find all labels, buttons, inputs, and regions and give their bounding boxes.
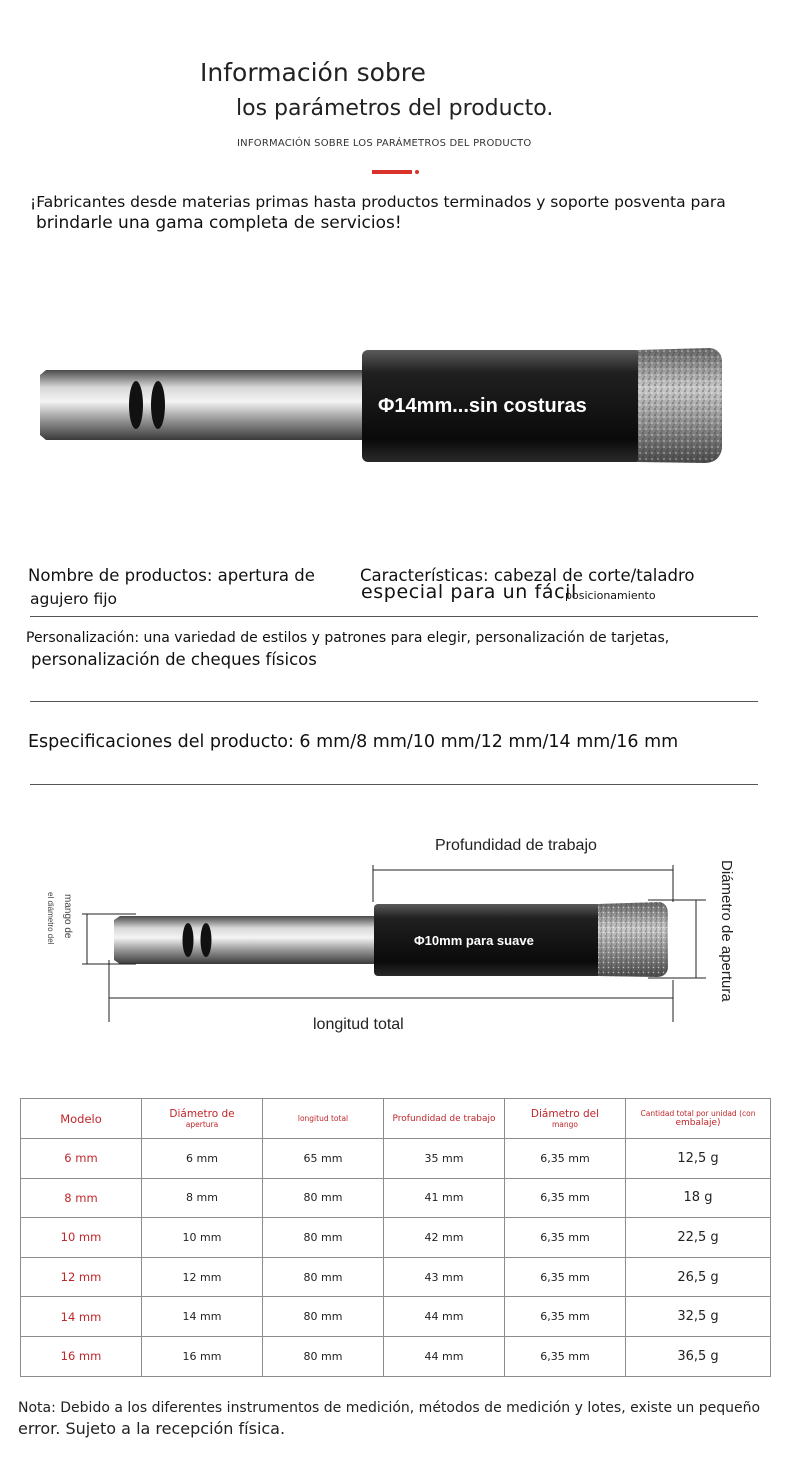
cell-model: 8 mm [21, 1178, 142, 1218]
cell-length: 65 mm [263, 1139, 384, 1179]
dimension-diagram [40, 830, 760, 1050]
cell-depth: 43 mm [384, 1257, 505, 1297]
cell-length: 80 mm [263, 1178, 384, 1218]
diagram-drill-label: Φ10mm para suave [414, 933, 534, 948]
cell-weight: 26,5 g [626, 1257, 771, 1297]
features-value-end: posicionamiento [565, 589, 656, 602]
column-header-model: Modelo [21, 1099, 142, 1139]
page-subtitle: INFORMACIÓN SOBRE LOS PARÁMETROS DEL PRODUCTO [237, 138, 532, 149]
cell-diameter: 6 mm [142, 1139, 263, 1179]
cell-weight: 12,5 g [626, 1139, 771, 1179]
cell-shank: 6,35 mm [505, 1218, 626, 1258]
aperture-diameter-label: Diámetro de apertura [718, 860, 735, 1002]
cell-shank: 6,35 mm [505, 1139, 626, 1179]
cell-weight: 22,5 g [626, 1218, 771, 1258]
divider [30, 784, 758, 785]
column-header-shank: Diámetro del mango [505, 1099, 626, 1139]
page-title-line2: los parámetros del producto. [236, 96, 554, 121]
cell-depth: 35 mm [384, 1139, 505, 1179]
depth-label: Profundidad de trabajo [435, 837, 597, 854]
product-drill-image [30, 330, 740, 480]
cell-length: 80 mm [263, 1336, 384, 1376]
cell-model: 12 mm [21, 1257, 142, 1297]
shank-diameter-label-line2: el diámetro del [46, 892, 55, 945]
intro-text: ¡Fabricantes desde materias primas hasta productos terminados y soporte posventa para [30, 193, 726, 211]
table-row [21, 1336, 771, 1376]
page-title: Información sobre [200, 58, 426, 87]
cell-depth: 42 mm [384, 1218, 505, 1258]
cell-shank: 6,35 mm [505, 1297, 626, 1337]
cell-model: 16 mm [21, 1336, 142, 1376]
cell-diameter: 14 mm [142, 1297, 263, 1337]
shank-diameter-label: mango de [62, 894, 73, 939]
note-text: Nota: Debido a los diferentes instrumentos de medición, métodos de medición y lotes, existe un pequeño [18, 1400, 761, 1416]
features-label: Características: cabezal de corte/taladro [360, 566, 695, 585]
cell-diameter: 8 mm [142, 1178, 263, 1218]
product-drill-label: Φ14mm...sin costuras [378, 395, 587, 417]
cell-depth: 44 mm [384, 1297, 505, 1337]
table-row [21, 1139, 771, 1179]
cell-diameter: 12 mm [142, 1257, 263, 1297]
divider [30, 616, 758, 617]
product-name-label: Nombre de productos: apertura de [28, 566, 315, 585]
title-accent-dot [415, 170, 419, 174]
specifications-text: Especificaciones del producto: 6 mm/8 mm/10 mm/12 mm/14 mm/16 mm [28, 732, 679, 752]
cell-model: 14 mm [21, 1297, 142, 1337]
cell-diameter: 16 mm [142, 1336, 263, 1376]
cell-length: 80 mm [263, 1218, 384, 1258]
column-header-depth: Profundidad de trabajo [384, 1099, 505, 1139]
cell-weight: 18 g [626, 1178, 771, 1218]
customization-label: Personalización: una variedad de estilos y patrones para elegir, personalización de tarjetas, [26, 630, 670, 646]
cell-weight: 32,5 g [626, 1297, 771, 1337]
column-header-quantity: Cantidad total por unidad (con embalaje) [626, 1099, 771, 1139]
total-length-label: longitud total [313, 1016, 404, 1033]
cell-model: 10 mm [21, 1218, 142, 1258]
cell-shank: 6,35 mm [505, 1336, 626, 1376]
cell-shank: 6,35 mm [505, 1257, 626, 1297]
cell-depth: 44 mm [384, 1336, 505, 1376]
table-row [21, 1297, 771, 1337]
cell-shank: 6,35 mm [505, 1178, 626, 1218]
intro-text-line2: brindarle una gama completa de servicios! [36, 213, 402, 233]
cell-length: 80 mm [263, 1297, 384, 1337]
cell-depth: 41 mm [384, 1178, 505, 1218]
cell-diameter: 10 mm [142, 1218, 263, 1258]
divider [30, 701, 758, 702]
column-header-length: longitud total [263, 1099, 384, 1139]
note-text-line2: error. Sujeto a la recepción física. [18, 1419, 286, 1438]
product-name-value: agujero fijo [30, 590, 117, 608]
cell-model: 6 mm [21, 1139, 142, 1179]
cell-length: 80 mm [263, 1257, 384, 1297]
cell-weight: 36,5 g [626, 1336, 771, 1376]
title-accent-bar [372, 170, 412, 174]
table-header-row [21, 1099, 771, 1139]
column-header-diameter: Diámetro de apertura [142, 1099, 263, 1139]
table-row [21, 1218, 771, 1258]
table-row [21, 1178, 771, 1218]
table-row [21, 1257, 771, 1297]
customization-value: personalización de cheques físicos [31, 650, 317, 669]
features-value: especial para un fácil [361, 581, 577, 603]
spec-table [20, 1098, 771, 1377]
